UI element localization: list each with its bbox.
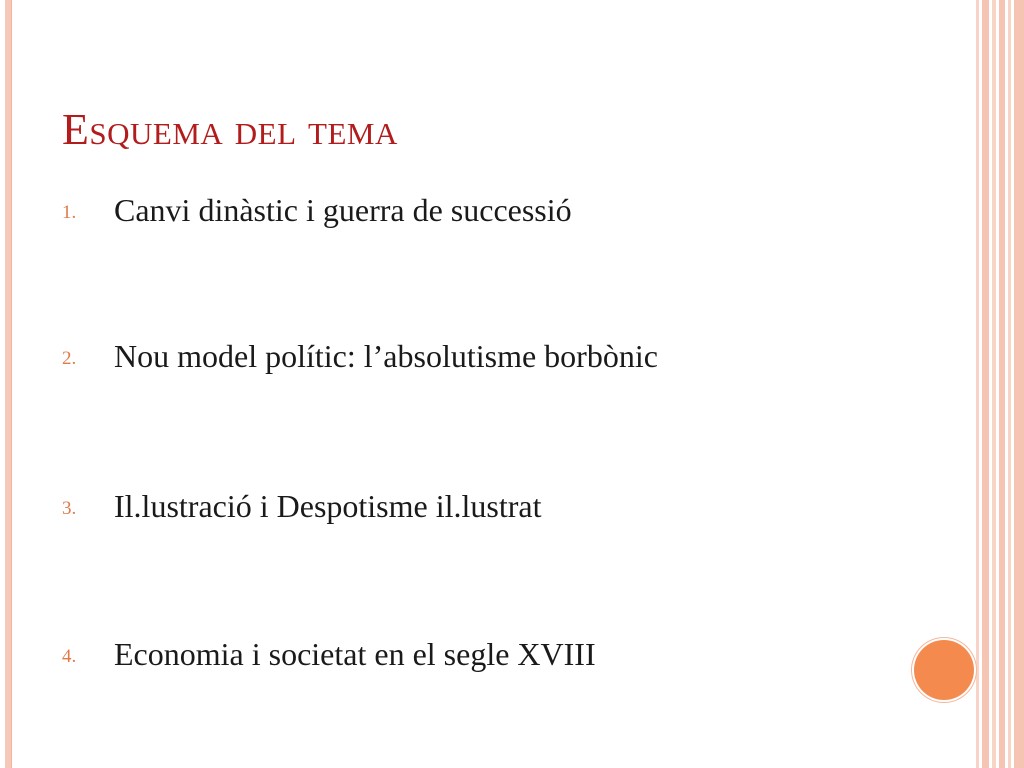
right-border-stripes bbox=[976, 0, 1024, 768]
list-item-number: 3. bbox=[62, 498, 77, 519]
right-stripe-5 bbox=[1008, 0, 1011, 768]
left-border-line bbox=[11, 0, 12, 768]
list-item-text: Il.lustració i Despotisme il.lustrat bbox=[114, 488, 542, 524]
right-stripe-1 bbox=[976, 0, 979, 768]
slide-title: Esquema del tema bbox=[62, 105, 398, 154]
list-item-number: 2. bbox=[62, 348, 77, 369]
list-item-text: Economia i societat en el segle XVIII bbox=[114, 636, 596, 672]
list-item-number: 1. bbox=[62, 202, 77, 223]
list-item-text: Canvi dinàstic i guerra de successió bbox=[114, 192, 572, 228]
list-item-number: 4. bbox=[62, 646, 77, 667]
right-stripe-6 bbox=[1014, 0, 1024, 768]
list-item-text: Nou model polític: l’absolutisme borbònic bbox=[114, 338, 658, 374]
right-stripe-3 bbox=[992, 0, 996, 768]
right-stripe-4 bbox=[999, 0, 1005, 768]
right-stripe-2 bbox=[982, 0, 989, 768]
accent-circle bbox=[914, 640, 974, 700]
